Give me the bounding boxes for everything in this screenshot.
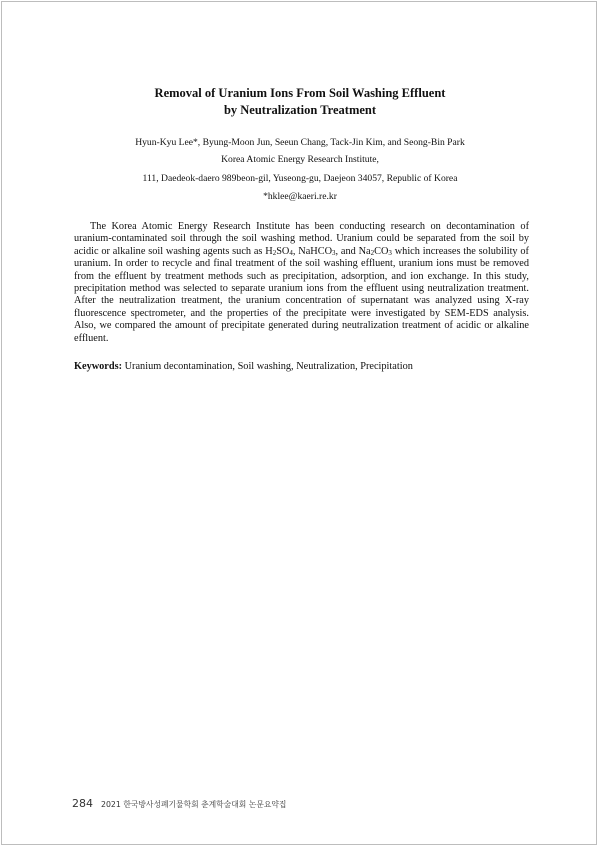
abstract-paragraph (74, 221, 529, 345)
keywords-line (74, 361, 529, 373)
subscript-1: 2 (272, 248, 277, 257)
abstract-text-6: which increases the solubility of uranium. In order to recycle and final treatment of the soil washing effluent, uranium ions must be removed from the effluent by treatment methods such as precipitation, adsorption, and ion exchange. In this study, precipitation method was selected to separate uranium ions from the effluent using neutralization treatment. After the neutralization treatment, the uranium concentration of supernatant was analyzed using X-ray fluorescence spectrometer, and the properties of the precipitate were investigated by SEM-EDS analysis. Also, we compared the amount of precipitate generated during neutralization treatment of acidic or alkaline effluent. (74, 245, 529, 344)
subscript-2: 4 (289, 248, 293, 257)
abstract-text-1: The Korea Atomic Energy Research Institute has been conducting research on decontamination of uranium-contaminated soil through the soil washing method. Uranium could be separated from the soil by acidic or alkaline soil washing agents such as H (74, 221, 529, 257)
corresponding-email: *hklee@kaeri.re.kr (263, 191, 337, 202)
subscript-5: 3 (388, 248, 392, 257)
abstract-text-3: , NaHCO (292, 245, 333, 257)
paper-title (60, 85, 540, 119)
keywords-list: Uranium decontamination, Soil washing, Neutralization, Precipitation (122, 361, 413, 372)
title-line-2: by Neutralization Treatment (223, 103, 377, 117)
proceedings-title: 2021 한국방사성폐기물학회 춘계학술대회 논문요약집 (101, 800, 287, 809)
page-number: 284 (72, 797, 93, 810)
subscript-4: 2 (370, 248, 375, 257)
abstract-text-5: CO (374, 245, 389, 257)
page-footer (72, 792, 286, 811)
affiliation: Korea Atomic Energy Research Institute, (221, 154, 379, 165)
page-border (1, 1, 597, 845)
keywords-label: Keywords: (74, 361, 123, 372)
address: 111, Daedeok-daero 989beon-gil, Yuseong-gu, Daejeon 34057, Republic of Korea (142, 173, 458, 184)
abstract-text-4: , and Na (335, 245, 371, 257)
abstract-text-2: SO (276, 245, 290, 257)
title-line-1: Removal of Uranium Ions From Soil Washing Effluent (154, 86, 446, 100)
subscript-3: 3 (332, 248, 336, 257)
author-list: Hyun-Kyu Lee*, Byung-Moon Jun, Seeun Chang, Tack-Jin Kim, and Seong-Bin Park (135, 137, 465, 148)
